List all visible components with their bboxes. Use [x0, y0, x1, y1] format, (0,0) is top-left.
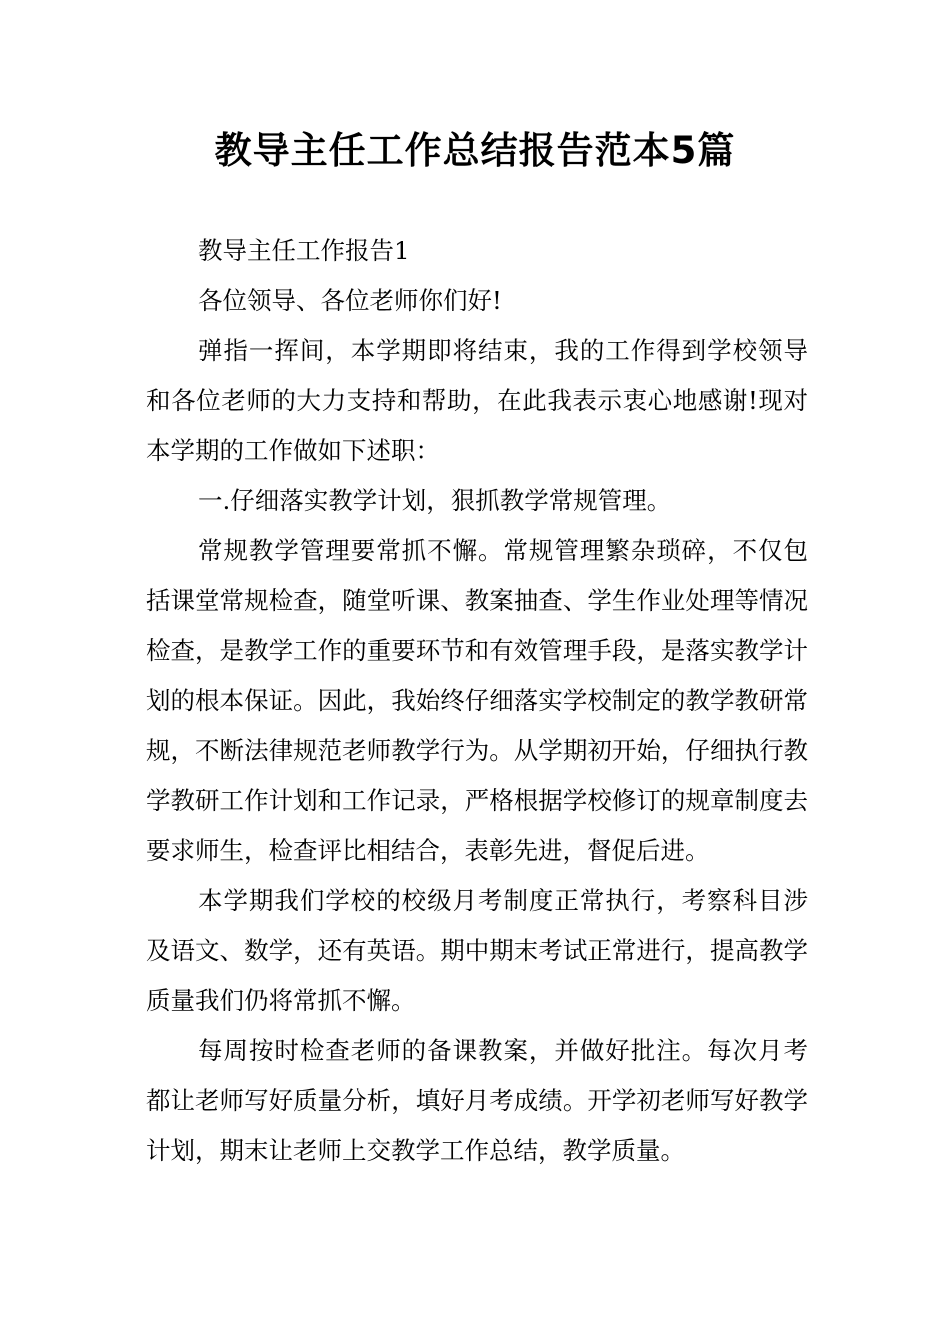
- greeting-paragraph: 各位领导、各位老师你们好!: [198, 286, 502, 315]
- document-title: 教导主任工作总结报告范本5篇: [214, 129, 736, 172]
- subsection-heading: 一.仔细落实教学计划，狠抓教学常规管理。: [198, 486, 672, 515]
- section-heading: 教导主任工作报告1: [198, 236, 410, 265]
- intro-paragraph: 弹指一挥间，本学期即将结束，我的工作得到学校领导和各位老师的大力支持和帮助，在此我表示衷心地感谢!现对本学期的工作做如下述职：: [146, 336, 808, 465]
- body-paragraph: 常规教学管理要常抓不懈。常规管理繁杂琐碎，不仅包括课堂常规检查，随堂听课、教案抽查、学生作业处理等情况检查，是教学工作的重要环节和有效管理手段，是落实教学计划的根本保证。因此，我始终仔细落实学校制定的教学教研常规，不断法律规范老师教学行为。从学期初开始，仔细执行教学教研工作计划和工作记录，严格根据学校修订的规章制度去要求师生，检查评比相结合，表彰先进，督促后进。: [146, 536, 808, 865]
- body-paragraph: 本学期我们学校的校级月考制度正常执行，考察科目涉及语文、数学，还有英语。期中期末考试正常进行，提高教学质量我们仍将常抓不懈。: [146, 886, 808, 1015]
- document-body: [146, 226, 808, 1176]
- body-paragraph: 每周按时检查老师的备课教案，并做好批注。每次月考都让老师写好质量分析，填好月考成绩。开学初老师写好教学计划，期末让老师上交教学工作总结，教学质量。: [146, 1036, 808, 1165]
